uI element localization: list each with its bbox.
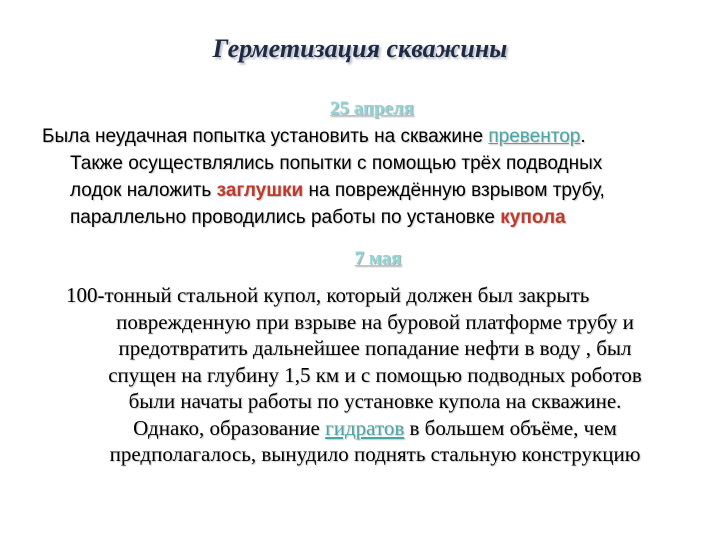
paragraph-line: предотвратить дальнейшее попадание нефти в воду , был [118,336,632,360]
date-may-7: 7 мая [354,248,402,269]
paragraph-may [50,282,700,468]
highlight-plugs: заглушки [216,180,304,201]
paragraph-line [42,177,712,204]
text-segment: в большем объёме, чем [404,415,617,440]
paragraph-line: были начаты работы по установке купола на скважине. [128,389,622,413]
text-segment: параллельно проводились работы по установке [70,207,501,228]
paragraph-line: спущен на глубину 1,5 км и с помощью подводных роботов [108,362,642,387]
hydrates-link[interactable]: гидратов [325,415,405,440]
highlight-dome: купола [500,207,566,228]
paragraph-line: поврежденную при взрыве на буровой платформе трубу и [116,309,634,334]
preventer-link[interactable]: превентор [488,126,581,147]
paragraph-line [42,204,712,231]
slide-title: Герметизация скважины [212,34,508,63]
text-segment: . [580,126,586,147]
text-segment: Была неудачная попытка установить на скважине [42,126,489,147]
date-april-25: 25 апреля [330,98,414,119]
paragraph-line [50,415,700,442]
paragraph-line: 100-тонный стальной купол, который должен был закрыть [66,283,590,307]
paragraph-april [42,123,712,231]
text-segment: лодок наложить [70,180,217,201]
paragraph-line: предполагалось, вынудило поднять стальную конструкцию [109,442,641,466]
paragraph-line [42,123,712,150]
text-segment: на повреждённую взрывом трубу, [303,180,605,201]
text-segment: Однако, образование [133,415,326,440]
paragraph-line: Также осуществлялись попытки с помощью трёх подводных [70,153,603,174]
